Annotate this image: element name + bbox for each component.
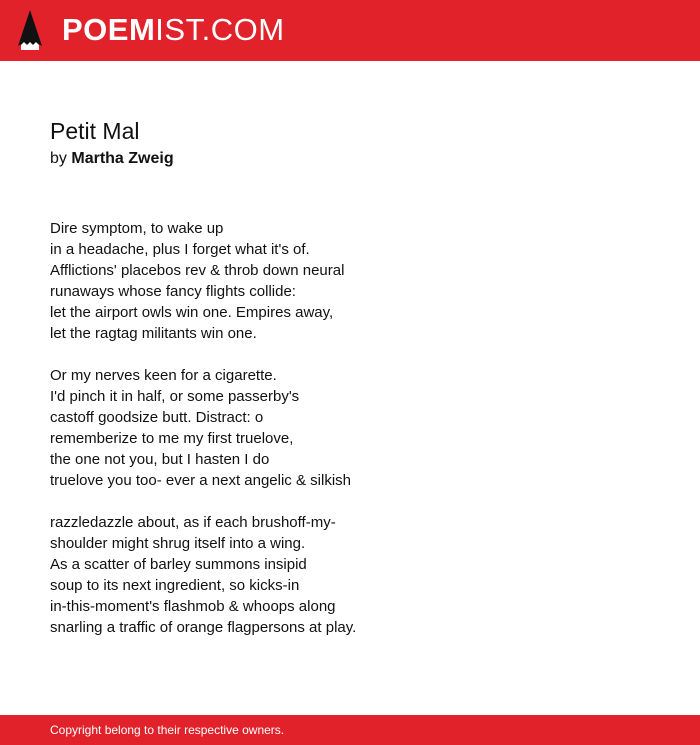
brand-bold-text: POEM: [62, 12, 156, 47]
site-logo-link[interactable]: [62, 12, 285, 48]
poem-line: As a scatter of barley summons insipid: [50, 556, 307, 573]
poem-stanza: [50, 365, 650, 491]
poem-stanza: [50, 512, 650, 638]
poem-line: runaways whose fancy flights collide:: [50, 283, 296, 300]
poem-stanza: [50, 218, 650, 344]
poem-line: in-this-moment's flashmob & whoops along: [50, 598, 336, 615]
site-header: [0, 0, 700, 61]
poem-line: Dire symptom, to wake up: [50, 220, 224, 237]
site-footer: [0, 715, 700, 745]
poem-line: I'd pinch it in half, or some passerby's: [50, 388, 300, 405]
author-name: Martha Zweig: [71, 150, 174, 167]
poem-line: in a headache, plus I forget what it's of.: [50, 241, 310, 258]
poem-line: snarling a traffic of orange flagpersons at play.: [50, 619, 357, 636]
byline: [50, 149, 174, 169]
poem-line: Or my nerves keen for a cigarette.: [50, 367, 277, 384]
poem-line: Afflictions' placebos rev & throb down neural: [50, 262, 345, 279]
poem-line: let the ragtag militants win one.: [50, 325, 257, 342]
poem-line: castoff goodsize butt. Distract: o: [50, 409, 264, 426]
poem-line: let the airport owls win one. Empires away,: [50, 304, 334, 321]
poem-line: shoulder might shrug itself into a wing.: [50, 535, 306, 552]
poem-line: truelove you too- ever a next angelic & silkish: [50, 472, 351, 489]
poem-line: rememberize to me my first truelove,: [50, 430, 294, 447]
copyright-text: Copyright belong to their respective owners.: [50, 723, 285, 737]
poem-body: [50, 218, 650, 659]
poem-title: Petit Mal: [50, 118, 140, 144]
poem-line: soup to its next ingredient, so kicks-in: [50, 577, 300, 594]
pencil-tip-icon[interactable]: [17, 9, 43, 51]
by-label: by: [50, 150, 67, 167]
poem-line: razzledazzle about, as if each brushoff-my-: [50, 514, 336, 531]
brand-light-text: IST.COM: [155, 12, 285, 47]
poem-line: the one not you, but I hasten I do: [50, 451, 270, 468]
